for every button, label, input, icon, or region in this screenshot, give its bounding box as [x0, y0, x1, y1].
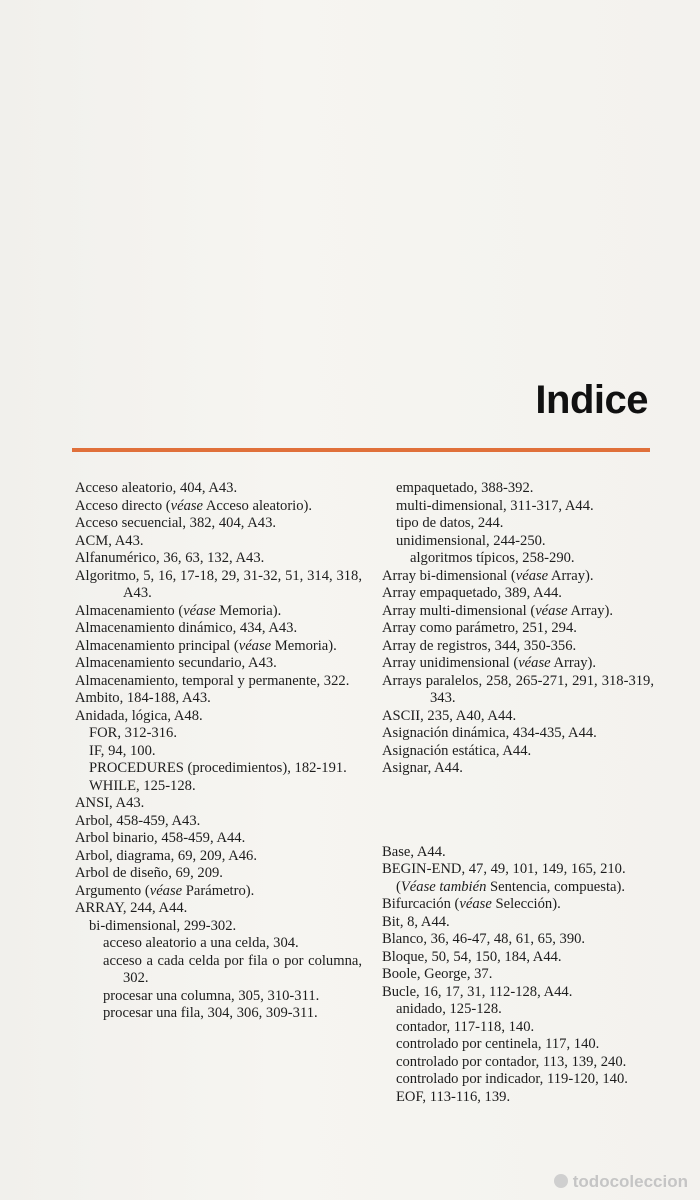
index-entry: procesar una fila, 304, 306, 309-311.: [103, 1005, 318, 1021]
cross-reference-marker: véase: [459, 896, 492, 912]
index-entry: [75, 498, 362, 516]
index-entry: Algoritmo, 5, 16, 17-18, 29, 31-32, 51, 314, 318, A43.: [75, 567, 362, 601]
title-underline-rule: [72, 448, 650, 452]
index-entry: acceso a cada celda por fila o por columna, 302.: [103, 952, 362, 986]
index-entry: [382, 603, 654, 621]
index-entry-text: Array).: [548, 567, 594, 584]
index-entry-text: Array multi-dimensional (: [382, 602, 536, 619]
index-entry: [75, 883, 362, 901]
index-entry-text: Memoria).: [215, 602, 282, 619]
index-entry-text: (: [396, 878, 401, 895]
index-entry-text: Array unidimensional (: [382, 655, 519, 671]
index-entry: multi-dimensional, 311-317, A44.: [396, 497, 594, 514]
index-entry: Arbol de diseño, 69, 209.: [75, 865, 223, 881]
index-entry: IF, 94, 100.: [89, 742, 156, 759]
index-entry: Anidada, lógica, A48.: [75, 707, 203, 724]
watermark-text: todocoleccion: [572, 1172, 688, 1191]
index-entry: Acceso aleatorio, 404, A43.: [75, 480, 238, 496]
index-entry: Array empaquetado, 389, A44.: [382, 585, 562, 601]
cross-reference-marker: Véase también: [400, 878, 487, 895]
index-entry: ANSI, A43.: [75, 795, 145, 811]
cross-reference-marker: véase: [515, 567, 549, 584]
index-entry: Asignación dinámica, 434-435, A44.: [382, 725, 597, 741]
watermark: [554, 1172, 688, 1192]
letter-group-gap: [382, 778, 654, 844]
index-entry: Almacenamiento secundario, A43.: [75, 655, 277, 671]
index-entry-text: Bifurcación (: [382, 896, 460, 912]
index-entry: algoritmos típicos, 258-290.: [410, 550, 575, 566]
index-entry: [75, 603, 362, 621]
index-entry: Blanco, 36, 46-47, 48, 61, 65, 390.: [382, 931, 586, 947]
index-entry-text: Parámetro).: [182, 882, 255, 899]
index-entry-text: Almacenamiento (: [75, 602, 184, 619]
index-entry: ACM, A43.: [75, 532, 144, 549]
index-entry: Asignación estática, A44.: [382, 742, 532, 759]
index-entry: WHILE, 125-128.: [89, 777, 196, 794]
index-entry-text: Array).: [550, 655, 596, 671]
index-entry: Almacenamiento, temporal y permanente, 322.: [75, 672, 350, 689]
page-title: Indice: [535, 378, 648, 422]
index-entry: Bit, 8, A44.: [382, 913, 450, 930]
index-entry: [382, 655, 654, 673]
index-entry-text: Memoria).: [271, 637, 337, 654]
index-column-right: [382, 480, 654, 1106]
index-entry: Bloque, 50, 54, 150, 184, A44.: [382, 948, 562, 965]
index-entry-text: Array).: [567, 602, 614, 619]
index-entry: EOF, 113-116, 139.: [396, 1088, 511, 1105]
index-entry: Asignar, A44.: [382, 760, 463, 776]
index-entry: Arbol, 458-459, A43.: [75, 812, 201, 829]
index-group-b: [382, 844, 654, 1107]
index-entry: anidado, 125-128.: [396, 1001, 502, 1017]
index-entry-text: Acceso aleatorio).: [203, 497, 313, 514]
index-entry: [382, 896, 654, 914]
index-entry: Base, A44.: [382, 843, 446, 860]
index-entry: empaquetado, 388-392.: [396, 480, 534, 496]
index-entry: bi-dimensional, 299-302.: [89, 917, 237, 934]
cross-reference-marker: véase: [518, 655, 551, 671]
index-entry: Almacenamiento dinámico, 434, A43.: [75, 620, 298, 636]
index-entry-text: Argumento (: [75, 882, 150, 899]
index-entry: Array de registros, 344, 350-356.: [382, 637, 577, 654]
index-entry: Arbol binario, 458-459, A44.: [75, 830, 246, 846]
index-entry: BEGIN-END, 47, 49, 101, 149, 165, 210.: [382, 861, 626, 877]
index-entry: controlado por centinela, 117, 140.: [396, 1036, 600, 1052]
index-entry: acceso aleatorio a una celda, 304.: [103, 935, 299, 951]
index-entry: contador, 117-118, 140.: [396, 1018, 535, 1035]
cross-reference-marker: véase: [149, 882, 183, 899]
index-entry-text: Selección).: [491, 896, 561, 912]
index-entry: tipo de datos, 244.: [396, 515, 504, 531]
index-entry-text: Array bi-dimensional (: [382, 567, 516, 584]
index-entry-text: Almacenamiento principal (: [75, 637, 239, 654]
cross-reference-marker: véase: [238, 637, 272, 654]
index-entry: Ambito, 184-188, A43.: [75, 690, 211, 706]
cross-reference-marker: véase: [183, 602, 216, 619]
index-entry: [382, 879, 654, 897]
index-entry-text: Sentencia, compuesta).: [486, 878, 625, 895]
index-entry-text: Acceso directo (: [75, 497, 171, 514]
index-entry: controlado por indicador, 119-120, 140.: [396, 1071, 628, 1087]
index-entry: procesar una columna, 305, 310-311.: [103, 987, 320, 1004]
index-entry: Arbol, diagrama, 69, 209, A46.: [75, 847, 257, 864]
index-entry: FOR, 312-316.: [89, 725, 177, 741]
index-column-left: [75, 480, 362, 1023]
index-entry: unidimensional, 244-250.: [396, 532, 546, 549]
index-entry: [382, 568, 654, 586]
index-entry: controlado por contador, 113, 139, 240.: [396, 1053, 627, 1070]
index-entry: Alfanumérico, 36, 63, 132, A43.: [75, 550, 265, 566]
cross-reference-marker: véase: [170, 497, 204, 514]
index-entry: Bucle, 16, 17, 31, 112-128, A44.: [382, 983, 573, 1000]
index-entry: Array como parámetro, 251, 294.: [382, 620, 577, 636]
index-entry: Acceso secuencial, 382, 404, A43.: [75, 515, 277, 531]
index-entry: [75, 638, 362, 656]
index-entry: Arrays paralelos, 258, 265-271, 291, 318-319, 343.: [382, 672, 654, 706]
watermark-logo-icon: [554, 1174, 568, 1188]
index-entry: ASCII, 235, A40, A44.: [382, 707, 517, 724]
index-entry: ARRAY, 244, A44.: [75, 900, 188, 916]
cross-reference-marker: véase: [535, 602, 568, 619]
index-group-a-continued: [382, 480, 654, 778]
index-entry: PROCEDURES (procedimientos), 182-191.: [89, 760, 347, 776]
index-entry: Boole, George, 37.: [382, 966, 493, 982]
